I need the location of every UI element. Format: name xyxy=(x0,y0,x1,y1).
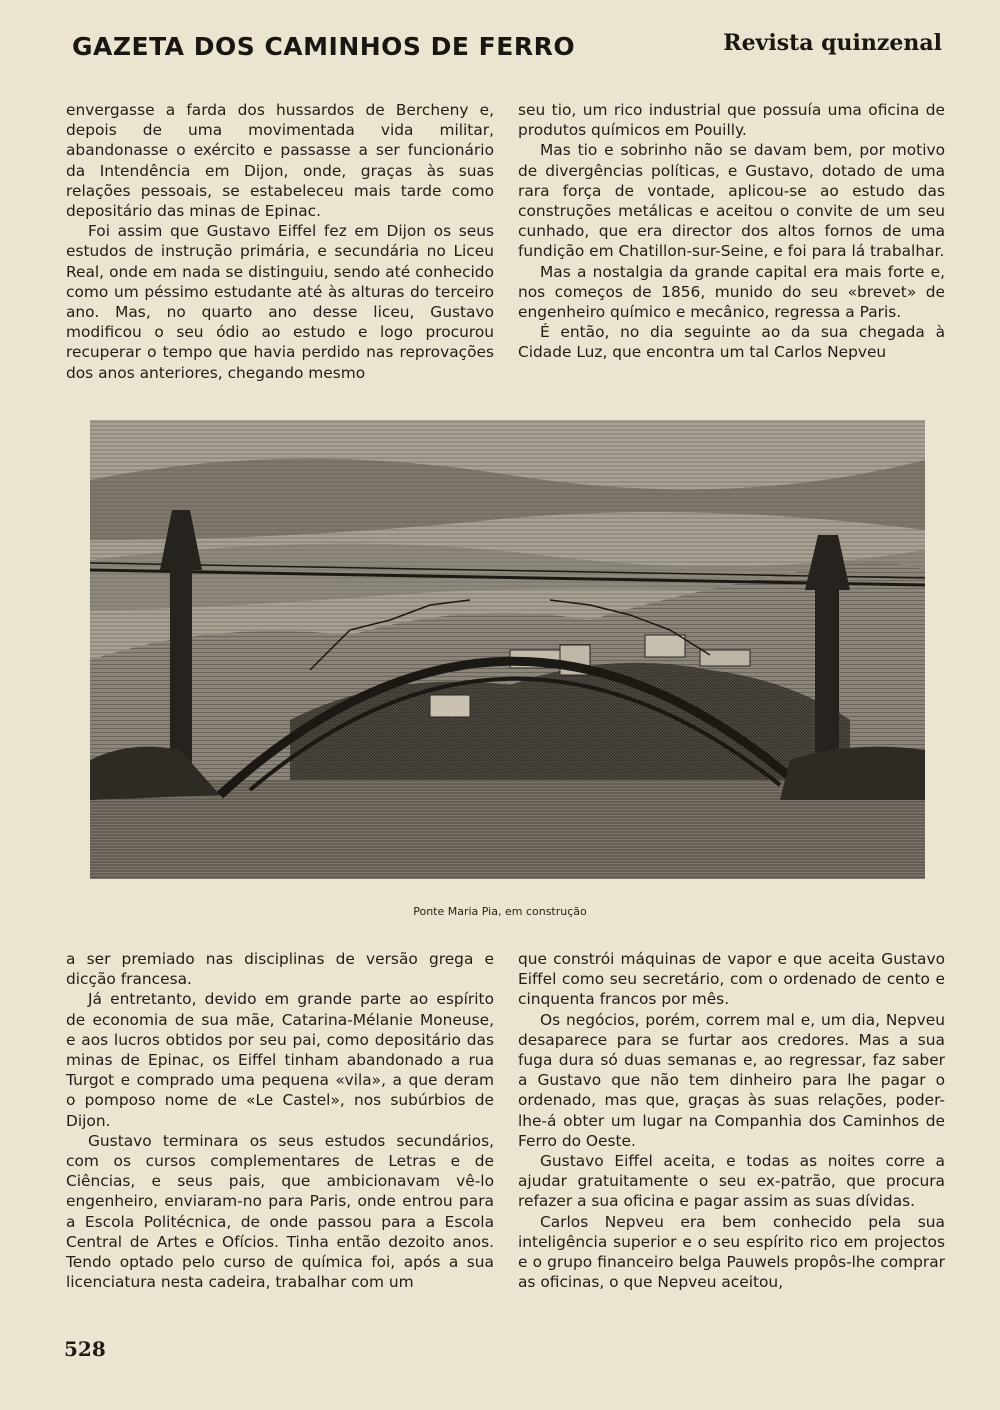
column-bottom-right xyxy=(518,949,945,1292)
paragraph: É então, no dia seguinte ao da sua chegada à Cidade Luz, que encontra um tal Carlos Nepveu xyxy=(518,323,945,362)
paragraph: Foi assim que Gustavo Eiffel fez em Dijon os seus estudos de instrução primária, e secundária no Liceu Real, onde em nada se distinguiu, sendo até conhecido como um péssimo estudante até às alturas do terceiro ano. Mas, no quarto ano desse liceu, Gustavo modificou o seu ódio ao estudo e logo procurou recuperar o tempo que havia perdido nas reprovações dos anos anteriores, chegando mesmo xyxy=(66,222,494,382)
figure-caption: Ponte Maria Pia, em construção xyxy=(413,905,587,918)
column-top-right xyxy=(518,100,945,363)
paragraph: Mas tio e sobrinho não se davam bem, por motivo de divergências políticas, e Gustavo, dotado de uma rara força de vontade, aplicou-se ao estudo das construções metálicas e aceitou o convite de um seu cunhado, que era director dos altos fornos de uma fundição em Chatillon-sur-Seine, e foi para lá trabalhar. xyxy=(518,141,945,261)
paragraph: envergasse a farda dos hussardos de Bercheny e, depois de uma movimentada vida militar, abandonasse o exército e passasse a ser funcionário da Intendência em Dijon, onde, graças às suas relações pessoais, se estabeleceu mais tarde como depositário das minas de Epinac. xyxy=(66,101,494,221)
paragraph: que constrói máquinas de vapor e que aceita Gustavo Eiffel como seu secretário, com o ordenado de cento e cinquenta francos por mês. xyxy=(518,950,945,1009)
paragraph: Gustavo Eiffel aceita, e todas as noites corre a ajudar gratuitamente o seu ex-patrão, que procura refazer a sua oficina e pagar assim as suas dívidas. xyxy=(518,1152,945,1211)
magazine-title: GAZETA DOS CAMINHOS DE FERRO xyxy=(72,32,576,61)
paragraph: Gustavo terminara os seus estudos secundários, com os cursos complementares de Letras e de Ciências, e seus pais, que ambicionavam vê-lo engenheiro, enviaram-no para Paris, onde entrou para a Escola Politécnica, de onde passou para a Escola Central de Artes e Ofícios. Tinha então dezoito anos. Tendo optado pelo curso de química foi, após a sua licenciatura nesta cadeira, trabalhar com um xyxy=(66,1131,494,1292)
column-top-left xyxy=(66,100,494,383)
page-number: 528 xyxy=(64,1337,106,1361)
paragraph: Os negócios, porém, correm mal e, um dia, Nepveu desaparece para se furtar aos credores. Mas a sua fuga dura só duas semanas e, ao regressar, faz saber a Gustavo que não tem dinheiro para lhe pagar o ordenado, mas que, graças às suas relações, poder-lhe-á obter um lugar na Companhia dos Caminhos de Ferro do Oeste. xyxy=(518,1010,945,1150)
paragraph: seu tio, um rico industrial que possuía uma oficina de produtos químicos em Pouilly. xyxy=(518,101,945,140)
paragraph: Mas a nostalgia da grande capital era mais forte e, nos começos de 1856, munido do seu «brevet» de engenheiro químico e mecânico, regressa a Paris. xyxy=(518,262,945,322)
magazine-subtitle: Revista quinzenal xyxy=(723,30,942,56)
column-bottom-left xyxy=(66,949,494,1292)
paragraph: Carlos Nepveu era bem conhecido pela sua inteligência superior e o seu espírito rico em projectos e o grupo financeiro belga Pauwels propôs-lhe comprar as oficinas, o que Nepveu aceitou, xyxy=(518,1212,945,1292)
bridge-engraving xyxy=(90,420,925,879)
paragraph: Já entretanto, devido em grande parte ao espírito de economia de sua mãe, Catarina-Mélanie Moneuse, e aos lucros obtidos por seu pai, como depositário das minas de Epinac, os Eiffel tinham abandonado a rua Turgot e comprado uma pequena «vila», a que deram o pomposo nome de «Le Castel», nos subúrbios de Dijon. xyxy=(66,990,494,1130)
paragraph: a ser premiado nas disciplinas de versão grega e dicção francesa. xyxy=(66,950,494,989)
